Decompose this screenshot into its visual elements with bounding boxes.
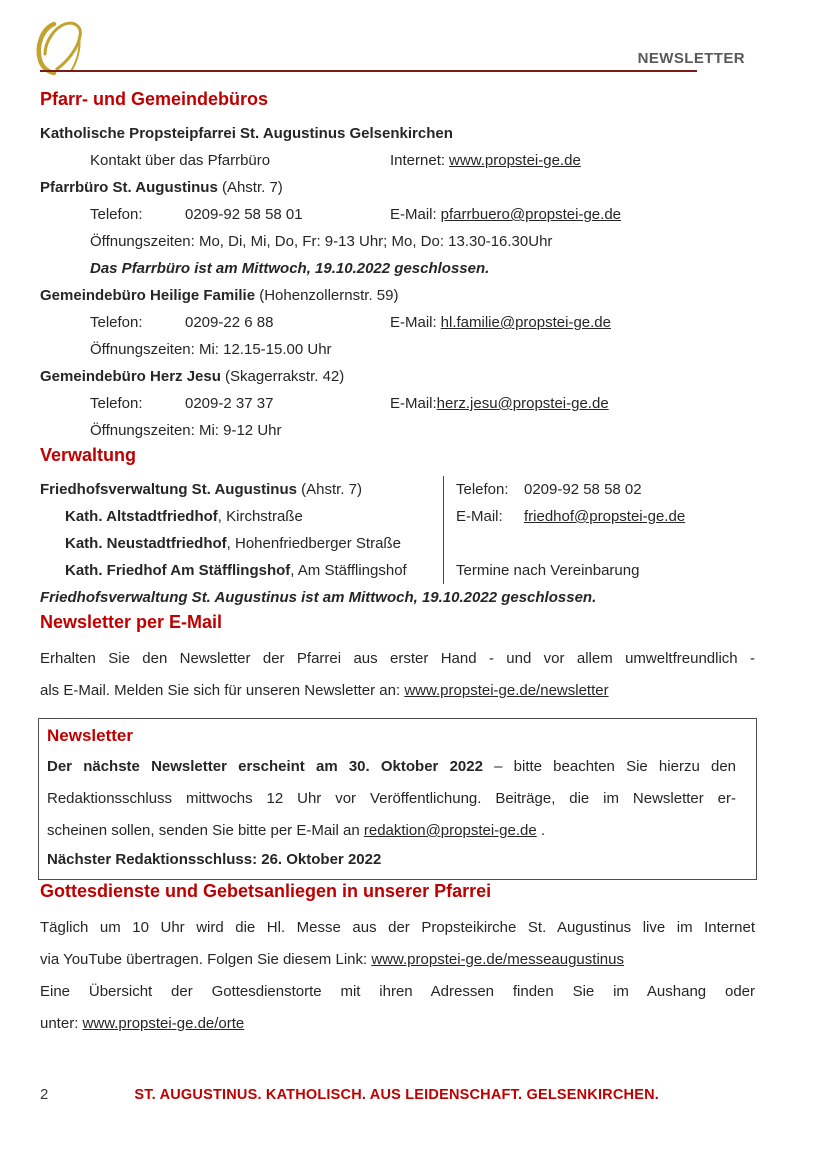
cemetery-address: , Am Stäfflingshof [290,562,407,579]
admin-phone-row [456,476,755,503]
office-contact-row [40,201,755,228]
services-paragraph-2 [40,976,755,1040]
admin-email-row [456,503,755,530]
newsletter-signup-link[interactable]: www.propstei-ge.de/newsletter [404,682,609,699]
page-footer [40,1086,659,1103]
office-address: (Hohenzollernstr. 59) [255,287,399,304]
office-contact-row [40,390,755,417]
locations-link[interactable]: www.propstei-ge.de/orte [82,1015,245,1032]
box-title: Newsletter [47,726,133,745]
footer-slogan: ST. AUGUSTINUS. KATHOLISCH. AUS LEIDENSCHAFT. GELSENKIRCHEN. [134,1087,659,1103]
office-contact-row [40,309,755,336]
paragraph-text: unter: [40,1015,83,1032]
parish-website-link[interactable]: www.propstei-ge.de [449,152,581,169]
cemetery-closure-notice: Friedhofsverwaltung St. Augustinus ist am Mittwoch, 19.10.2022 geschlossen. [40,589,597,606]
office-closure-notice: Das Pfarrbüro ist am Mittwoch, 19.10.2022 geschlossen. [90,260,490,277]
office-name: Gemeindebüro Herz Jesu [40,368,221,385]
paragraph-line [40,1008,755,1040]
cemetery-name: Kath. Friedhof Am Stäfflingshof [65,562,291,579]
redaktion-email-link[interactable]: redaktion@propstei-ge.de [363,822,537,839]
section-title-services: Gottesdienste und Gebetsanliegen in unserer Pfarrei [40,881,492,901]
office-hours: Öffnungszeiten: Mi: 9-12 Uhr [90,422,282,439]
heart-logo-icon [32,16,96,82]
newsletter-info-box [38,718,757,880]
office-title [40,363,755,390]
office-email-link[interactable]: herz.jesu@propstei-ge.de [436,395,609,412]
contact-note: Kontakt über das Pfarrbüro [90,152,271,169]
office-address: (Ahstr. 7) [217,179,283,196]
phone-number: 0209-22 6 88 [185,314,274,331]
newsletter-masthead: NEWSLETTER [637,50,745,67]
cemetery-address: , Kirchstraße [217,508,303,525]
box-line [47,815,736,847]
box-line [47,751,736,783]
paragraph-line [40,944,755,976]
phone-number: 0209-92 58 58 01 [185,206,303,223]
phone-label: Telefon: [90,314,143,331]
parish-contact-row [40,147,755,174]
cemetery-admin-name: Friedhofsverwaltung St. Augustinus [40,481,297,498]
phone-label: Telefon: [456,481,509,498]
administration-table [40,476,755,584]
office-title [40,282,755,309]
email-label: E-Mail: [456,508,503,525]
cemetery-admin-title [40,476,443,503]
cemetery-item [40,503,443,530]
header-rule [40,70,697,72]
parish-name: Katholische Propsteipfarrei St. Augustinus Gelsenkirchen [40,125,453,142]
cemetery-name: Kath. Neustadtfriedhof [65,535,227,552]
email-label: E-Mail: [390,395,437,412]
box-text: scheinen sollen, senden Sie bitte per E-Mail an [47,822,364,839]
admin-email-link[interactable]: friedhof@propstei-ge.de [524,508,686,525]
page-number: 2 [40,1086,49,1103]
phone-number: 0209-2 37 37 [185,395,274,412]
youtube-mass-link[interactable]: www.propstei-ge.de/messeaugustinus [371,951,624,968]
internet-label: Internet: [390,152,446,169]
cemetery-address: , Hohenfriedberger Straße [226,535,401,552]
paragraph-text: via YouTube übertragen. Folgen Sie diesem Link: [40,951,372,968]
paragraph-text: als E-Mail. Melden Sie sich für unseren Newsletter an: [40,682,405,699]
email-label: E-Mail: [390,314,437,331]
paragraph-line: Eine Übersicht der Gottesdienstorte mit ihren Adressen finden Sie im Aushang oder [40,983,755,1000]
office-hours: Öffnungszeiten: Mi: 12.15-15.00 Uhr [90,341,332,358]
cemetery-item [40,557,443,584]
office-hours: Öffnungszeiten: Mo, Di, Mi, Do, Fr: 9-13 Uhr; Mo, Do: 13.30-16.30Uhr [90,233,553,250]
box-text: . [536,822,546,839]
administration-left-column [40,476,443,584]
office-name: Pfarrbüro St. Augustinus [40,179,218,196]
page-header [0,0,827,88]
paragraph-line: Täglich um 10 Uhr wird die Hl. Messe aus der Propsteikirche St. Augustinus live im Internet [40,919,755,936]
section-title-administration: Verwaltung [40,445,137,465]
phone-number: 0209-92 58 58 02 [524,481,642,498]
section-title-newsletter-email: Newsletter per E-Mail [40,612,223,632]
cemetery-admin-address: (Ahstr. 7) [296,481,362,498]
next-issue-date: Der nächste Newsletter erscheint am 30. Oktober 2022 [47,758,483,775]
cemetery-item [40,530,443,557]
office-email-link[interactable]: pfarrbuero@propstei-ge.de [440,206,622,223]
email-label: E-Mail: [390,206,437,223]
office-name: Gemeindebüro Heilige Familie [40,287,256,304]
phone-label: Telefon: [90,206,143,223]
paragraph-line [40,675,755,707]
admin-empty-row [456,530,755,557]
office-address: (Skagerrakstr. 42) [220,368,345,385]
services-paragraph-1 [40,912,755,976]
cemetery-name: Kath. Altstadtfriedhof [65,508,218,525]
paragraph-line: Erhalten Sie den Newsletter der Pfarrei aus erster Hand - und vor allem umweltfreundlich - [40,650,755,667]
box-text: – bitte beachten Sie hierzu den [482,758,736,775]
administration-right-column [443,476,755,584]
admin-appointment-row: Termine nach Vereinbarung [456,562,640,579]
editorial-deadline: Nächster Redaktionsschluss: 26. Oktober 2022 [47,851,382,868]
box-line: Redaktionsschluss mittwochs 12 Uhr vor Veröffentlichung. Beiträge, die im Newsletter er- [47,790,736,807]
section-title-offices: Pfarr- und Gemeindebüros [40,89,269,109]
page-content [40,88,755,1040]
phone-label: Telefon: [90,395,143,412]
office-email-link[interactable]: hl.familie@propstei-ge.de [440,314,611,331]
newsletter-email-paragraph [40,643,755,707]
office-title [40,174,755,201]
